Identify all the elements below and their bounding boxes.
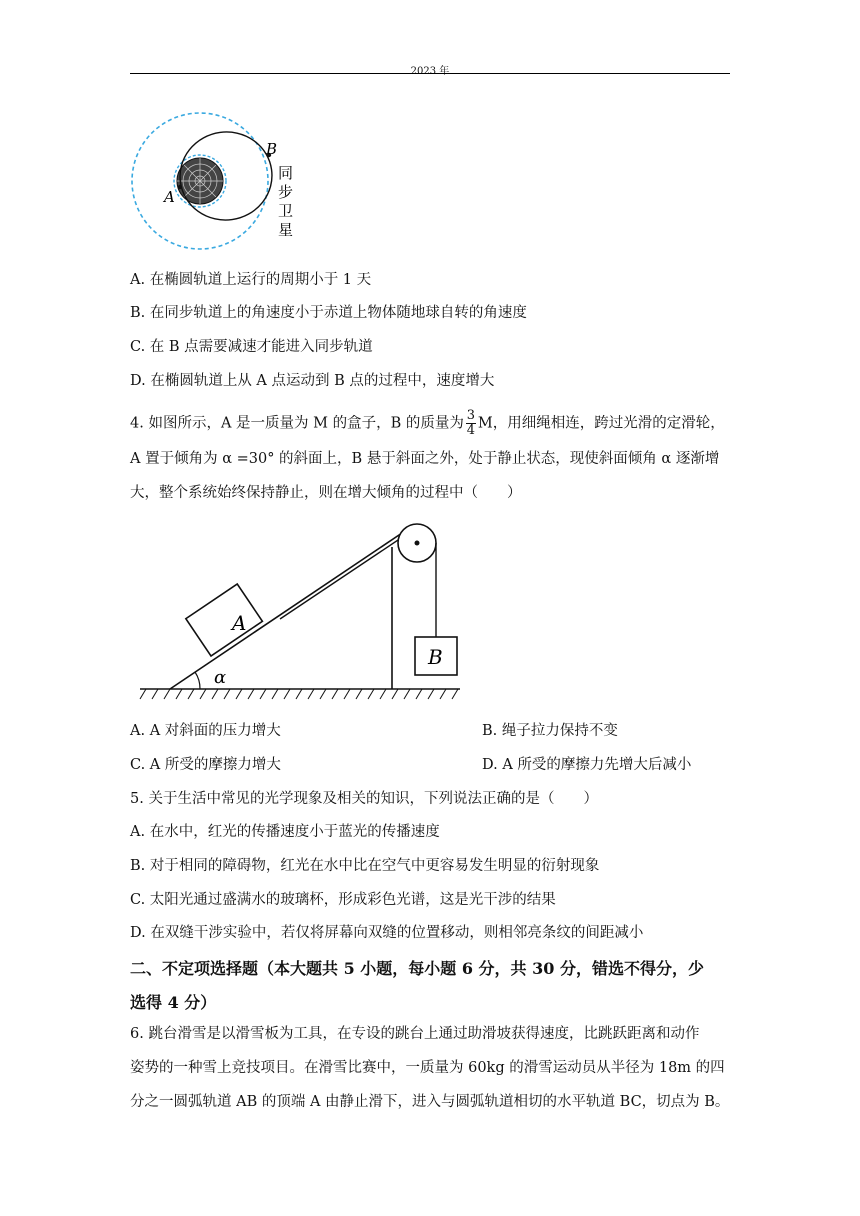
box-a-label: A [232, 611, 247, 635]
q4-fraction [466, 409, 476, 438]
angle-alpha-label: α [214, 667, 227, 688]
q6-line3: 分之一圆弧轨道 AB 的顶端 A 由静止滑下，进入与圆弧轨道相切的水平轨道 BC，切点为 B。 [130, 1094, 730, 1110]
q4-option-b: B. 绳子拉力保持不变 [482, 723, 618, 739]
header-rule [130, 73, 730, 74]
q4-line3: 大，整个系统始终保持静止，则在增大倾角的过程中（ ） [130, 485, 522, 501]
section2-title-line1: 二、不定项选择题（本大题共 5 小题，每小题 6 分，共 30 分，错选不得分，少 [130, 959, 704, 978]
rope-on-incline [280, 532, 410, 619]
point-b-label: B [266, 140, 278, 158]
q5-option-c: C. 太阳光通过盛满水的玻璃杯，形成彩色光谱，这是光干涉的结果 [130, 892, 556, 908]
q5-option-b: B. 对于相同的障碍物，红光在水中比在空气中更容易发生明显的衍射现象 [130, 858, 600, 874]
q4-line1-pre: 4. 如图所示，A 是一质量为 M 的盒子，B 的质量为 [130, 415, 464, 432]
q4-option-c: C. A 所受的摩擦力增大 [130, 757, 281, 773]
q4-line2: A 置于倾角为 α =30° 的斜面上，B 悬于斜面之外，处于静止状态，现使斜面倾角 α 逐渐增 [130, 451, 720, 467]
q3-option-b: B. 在同步轨道上的角速度小于赤道上物体随地球自转的角速度 [130, 305, 527, 321]
q3-option-c: C. 在 B 点需要减速才能进入同步轨道 [130, 339, 373, 355]
sync-sat-label-2: 步 [278, 183, 294, 201]
ground-hatching [140, 689, 458, 699]
box-b-label: B [428, 645, 443, 669]
earth-icon [177, 158, 223, 204]
section2-title-line2: 选得 4 分） [130, 993, 217, 1012]
q3-option-d: D. 在椭圆轨道上从 A 点运动到 B 点的过程中，速度增大 [130, 373, 495, 389]
point-a-label: A [164, 188, 175, 206]
q5-stem: 5. 关于生活中常见的光学现象及相关的知识，下列说法正确的是（ ） [130, 791, 598, 807]
q4-frac-den: 4 [466, 423, 475, 438]
q5-option-a: A. 在水中，红光的传播速度小于蓝光的传播速度 [130, 824, 440, 840]
q4-frac-num: 3 [466, 408, 475, 423]
sync-sat-label-3: 卫 [278, 202, 294, 220]
angle-arc [195, 672, 200, 689]
q6-line1: 6. 跳台滑雪是以滑雪板为工具，在专设的跳台上通过助滑坡获得速度，比跳跃距离和动作 [130, 1026, 700, 1042]
orbit-figure [130, 110, 310, 260]
box-a [186, 584, 263, 656]
q3-option-a: A. 在椭圆轨道上运行的周期小于 1 天 [130, 272, 372, 288]
q4-line1 [130, 409, 725, 438]
sync-sat-label-1: 同 [278, 164, 294, 182]
sync-sat-label-4: 星 [278, 221, 294, 239]
q4-option-a: A. A 对斜面的压力增大 [130, 723, 281, 739]
q6-line2: 姿势的一种雪上竞技项目。在滑雪比赛中，一质量为 60kg 的滑雪运动员从半径为 18m 的四 [130, 1060, 725, 1076]
incline-figure [130, 515, 470, 710]
q5-option-d: D. 在双缝干涉实验中，若仅将屏幕向双缝的位置移动，则相邻亮条纹的间距减小 [130, 925, 644, 941]
q4-line1-post: M，用细绳相连，跨过光滑的定滑轮， [477, 415, 725, 432]
page-header-year: 2023 年 [410, 66, 450, 77]
q4-option-d: D. A 所受的摩擦力先增大后减小 [482, 757, 692, 773]
